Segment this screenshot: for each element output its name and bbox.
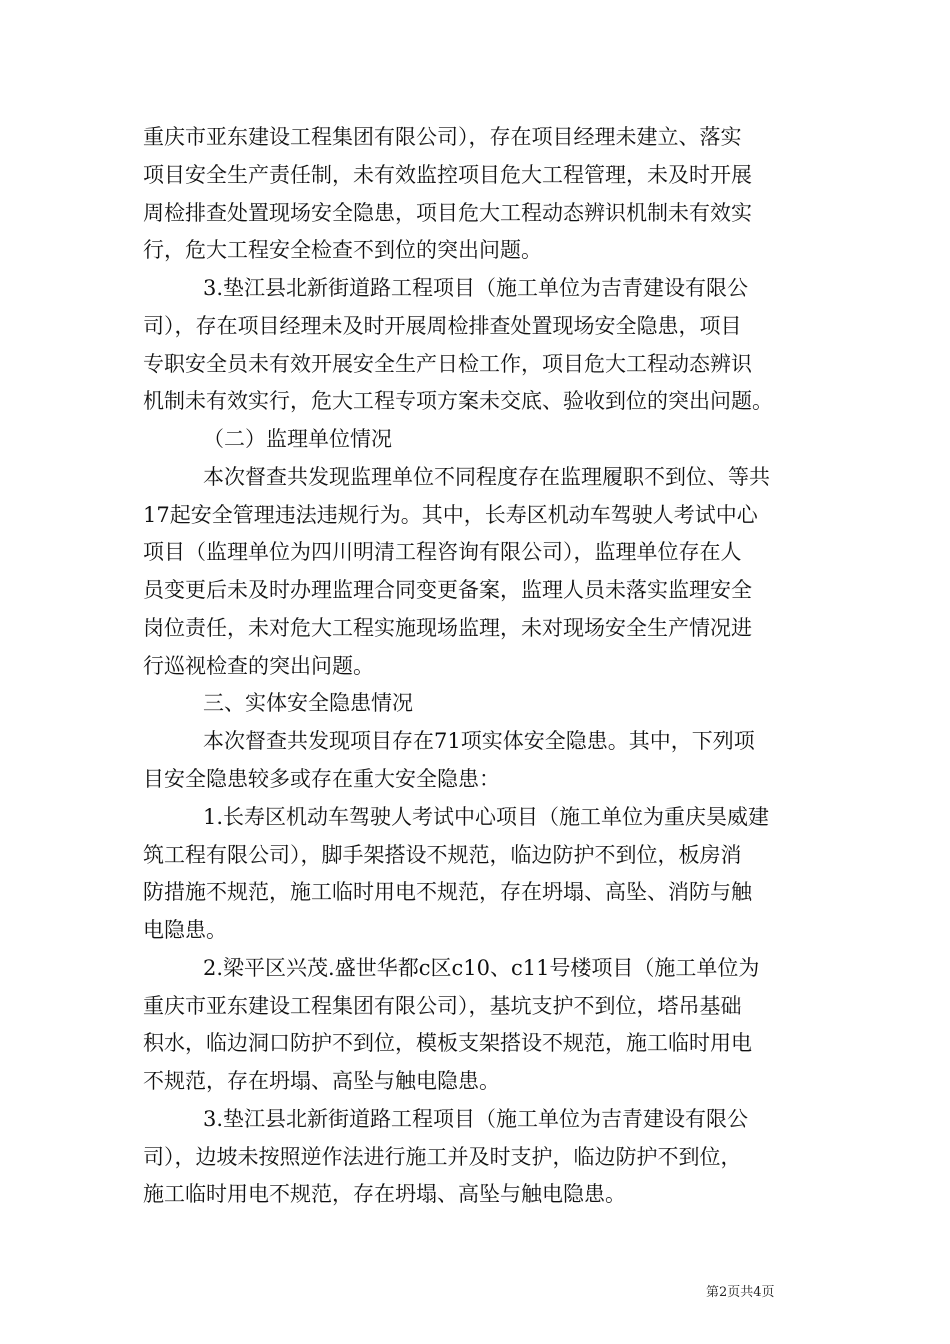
paragraph-line: 机制未有效实行，危大工程专项方案未交底、验收到位的突出问题。 xyxy=(143,389,773,413)
paragraph-line: 17起安全管理违法违规行为。其中，长寿区机动车驾驶人考试中心 xyxy=(143,503,758,527)
section-heading: （二）监理单位情况 xyxy=(203,427,392,451)
paragraph-line: 行，危大工程安全检查不到位的突出问题。 xyxy=(143,238,542,262)
paragraph-line: 行巡视检查的突出问题。 xyxy=(143,654,374,678)
paragraph-line: 员变更后未及时办理监理合同变更备案，监理人员未落实监理安全 xyxy=(143,578,752,602)
paragraph-line: 施工临时用电不规范，存在坍塌、高坠与触电隐患。 xyxy=(143,1182,626,1206)
paragraph-line: 专职安全员未有效开展安全生产日检工作，项目危大工程动态辨识 xyxy=(143,352,752,376)
paragraph-line: 项目（监理单位为四川明清工程咨询有限公司），监理单位存在人 xyxy=(143,540,742,564)
paragraph-line: 积水，临边洞口防护不到位，模板支架搭设不规范，施工临时用电 xyxy=(143,1031,752,1055)
paragraph-line: 筑工程有限公司），脚手架搭设不规范，临边防护不到位，板房消 xyxy=(143,843,742,867)
paragraph-line: 司），边坡未按照逆作法进行施工并及时支护，临边防护不到位， xyxy=(143,1145,742,1169)
paragraph-line: 1.长寿区机动车驾驶人考试中心项目（施工单位为重庆昊威建 xyxy=(203,805,770,829)
paragraph-line: 重庆市亚东建设工程集团有限公司），基坑支护不到位，塔吊基础 xyxy=(143,994,742,1018)
paragraph-line: 岗位责任，未对危大工程实施现场监理，未对现场安全生产情况进 xyxy=(143,616,752,640)
paragraph-line: 3.垫江县北新街道路工程项目（施工单位为吉青建设有限公 xyxy=(203,276,749,300)
paragraph-line: 2.梁平区兴茂.盛世华都c区c10、c11号楼项目（施工单位为 xyxy=(203,956,760,980)
paragraph-line: 本次督查共发现项目存在71项实体安全隐患。其中，下列项 xyxy=(203,729,755,753)
paragraph-line: 防措施不规范，施工临时用电不规范，存在坍塌、高坠、消防与触 xyxy=(143,880,752,904)
section-heading: 三、实体安全隐患情况 xyxy=(203,691,413,715)
paragraph-line: 本次督查共发现监理单位不同程度存在监理履职不到位、等共 xyxy=(203,465,770,489)
paragraph-line: 目安全隐患较多或存在重大安全隐患： xyxy=(143,767,500,791)
paragraph-line: 重庆市亚东建设工程集团有限公司），存在项目经理未建立、落实 xyxy=(143,125,742,149)
paragraph-line: 电隐患。 xyxy=(143,918,227,942)
page-number: 第2页共4页 xyxy=(706,1285,775,1300)
paragraph-line: 司），存在项目经理未及时开展周检排查处置现场安全隐患，项目 xyxy=(143,314,742,338)
paragraph-line: 周检排查处置现场安全隐患，项目危大工程动态辨识机制未有效实 xyxy=(143,201,752,225)
paragraph-line: 3.垫江县北新街道路工程项目（施工单位为吉青建设有限公 xyxy=(203,1107,749,1131)
paragraph-line: 不规范，存在坍塌、高坠与触电隐患。 xyxy=(143,1069,500,1093)
paragraph-line: 项目安全生产责任制，未有效监控项目危大工程管理，未及时开展 xyxy=(143,163,752,187)
